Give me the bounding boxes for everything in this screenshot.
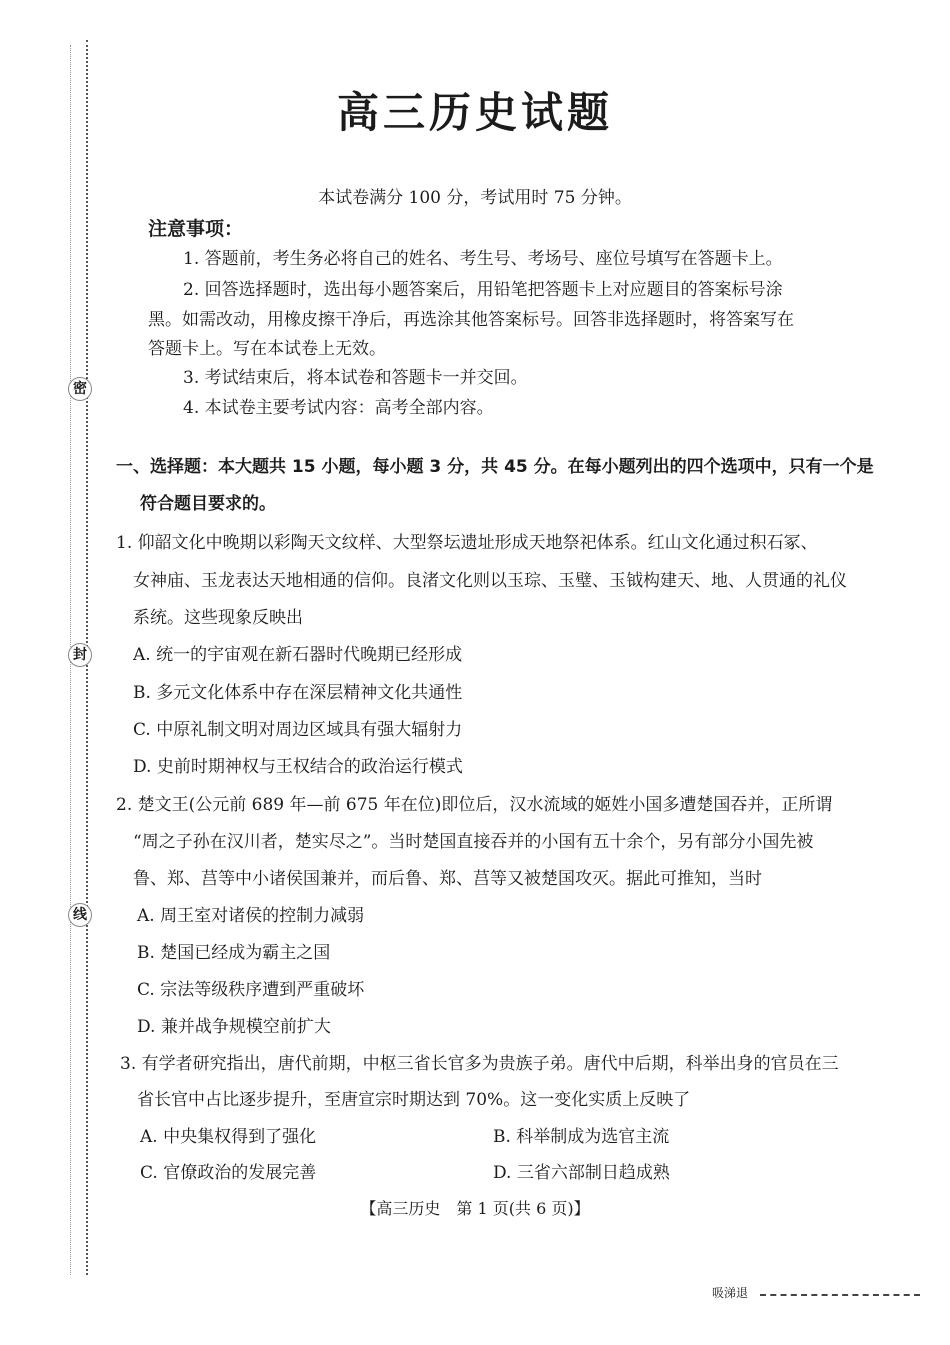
question-1-option-b: B. 多元文化体系中存在深层精神文化共通性 (133, 683, 463, 703)
notice-line-6: 4. 本试卷主要考试内容：高考全部内容。 (183, 398, 494, 418)
page-footer: 【高三历史 第 1 页(共 6 页)】 (360, 1199, 590, 1218)
exam-subtitle: 本试卷满分 100 分，考试用时 75 分钟。 (318, 188, 632, 208)
corner-mark: 吸涕退 (712, 1286, 749, 1300)
question-2-line-3: 鲁、郑、莒等中小诸侯国兼并，而后鲁、郑、莒等又被楚国攻灭。据此可推知，当时 (133, 869, 762, 889)
notice-line-1: 1. 答题前，考生务必将自己的姓名、考生号、考场号、座位号填写在答题卡上。 (183, 249, 783, 269)
question-1-line-2: 女神庙、玉龙表达天地相通的信仰。良渚文化则以玉琮、玉璧、玉钺构建天、地、人贯通的礼仪 (133, 571, 847, 591)
question-3-option-d: D. 三省六部制日趋成熟 (493, 1163, 670, 1183)
corner-strip (760, 1294, 920, 1301)
question-3-option-b: B. 科举制成为选官主流 (493, 1127, 670, 1147)
section-heading: 一、选择题：本大题共 15 小题，每小题 3 分，共 45 分。在每小题列出的四个选项中，只有一个是 (116, 457, 874, 477)
notice-line-4: 答题卡上。写在本试卷上无效。 (148, 339, 386, 359)
notice-line-3: 黑。如需改动，用橡皮擦干净后，再选涂其他答案标号。回答非选择题时，将答案写在 (148, 310, 794, 330)
question-3-line-2: 省长官中占比逐步提升，至唐宣宗时期达到 70%。这一变化实质上反映了 (137, 1090, 691, 1110)
question-2-option-a: A. 周王室对诸侯的控制力减弱 (137, 906, 365, 926)
question-1-option-c: C. 中原礼制文明对周边区域具有强大辐射力 (133, 720, 463, 740)
notice-heading: 注意事项： (148, 218, 244, 240)
question-1-option-d: D. 史前时期神权与王权结合的政治运行模式 (133, 757, 463, 777)
question-3-option-a: A. 中央集权得到了强化 (140, 1127, 317, 1147)
question-2-option-d: D. 兼并战争规模空前扩大 (137, 1017, 331, 1037)
binding-label-xian: 线 (68, 903, 92, 927)
section-heading-cont: 符合题目要求的。 (140, 494, 276, 514)
notice-line-5: 3. 考试结束后，将本试卷和答题卡一并交回。 (183, 368, 528, 388)
exam-title: 高三历史试题 (336, 88, 613, 137)
binding-label-feng: 封 (68, 643, 92, 667)
question-2-option-b: B. 楚国已经成为霸主之国 (137, 943, 331, 963)
question-2-line-2: “周之子孙在汉川者，楚实尽之”。当时楚国直接吞并的小国有五十余个，另有部分小国先被 (133, 832, 814, 852)
binding-label-mi: 密 (68, 377, 92, 401)
question-1-option-a: A. 统一的宇宙观在新石器时代晚期已经形成 (133, 645, 463, 665)
question-2-line-1: 2. 楚文王(公元前 689 年—前 675 年在位)即位后，汉水流域的姬姓小国多遭楚国吞并，正所谓 (116, 795, 833, 815)
question-1-line-3: 系统。这些现象反映出 (133, 608, 303, 628)
question-3-option-c: C. 官僚政治的发展完善 (140, 1163, 317, 1183)
question-3-line-1: 3. 有学者研究指出，唐代前期，中枢三省长官多为贵族子弟。唐代中后期，科举出身的官员在三 (120, 1054, 839, 1074)
question-1-line-1: 1. 仰韶文化中晚期以彩陶天文纹样、大型祭坛遗址形成天地祭祀体系。红山文化通过积石冢、 (116, 533, 818, 553)
question-2-option-c: C. 宗法等级秩序遭到严重破坏 (137, 980, 365, 1000)
notice-line-2: 2. 回答选择题时，选出每小题答案后，用铅笔把答题卡上对应题目的答案标号涂 (183, 280, 783, 300)
